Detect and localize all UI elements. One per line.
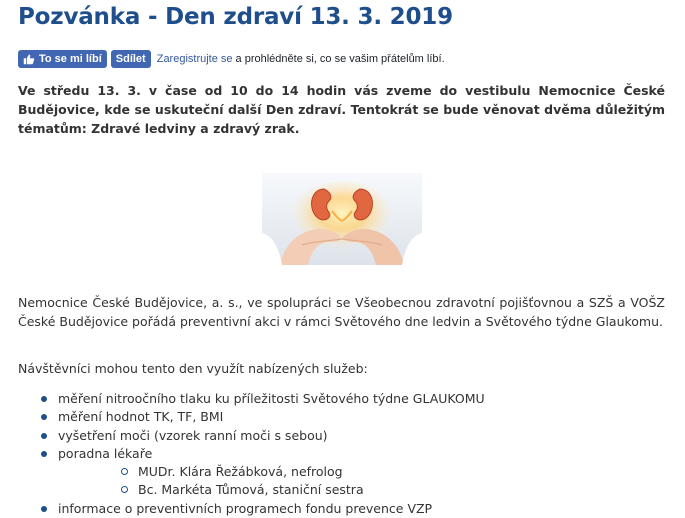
list-item xyxy=(18,427,485,445)
doctors-list xyxy=(58,463,485,500)
circle-bullet-icon xyxy=(121,468,128,475)
info-paragraph: Nemocnice České Budějovice, a. s., ve spolupráci se Všeobecnou zdravotní pojišťovnou a SZŠ a VOŠZ České Budějovice pořádá preventivní akci v rámci Světového dne ledvin a Světového týdne Glaukomu. xyxy=(18,295,665,329)
list-item xyxy=(58,481,485,499)
like-label: To se mi líbí xyxy=(39,53,102,65)
like-button[interactable] xyxy=(18,50,107,68)
service-text: poradna lékaře xyxy=(58,445,153,461)
bullet-icon xyxy=(41,433,47,439)
bullet-icon xyxy=(41,396,47,402)
service-text: měření nitroočního tlaku ku příležitosti Světového týdne GLAUKOMU xyxy=(58,391,485,406)
kidney-hands-image xyxy=(262,173,422,265)
list-item xyxy=(18,408,485,426)
list-item xyxy=(58,463,485,481)
share-label: Sdílet xyxy=(115,53,146,65)
facebook-social-bar xyxy=(18,50,445,68)
services-list xyxy=(18,390,485,518)
service-text: měření hodnot TK, TF, BMI xyxy=(58,409,224,425)
bullet-icon xyxy=(41,414,47,420)
service-text: vyšetření moči (vzorek ranní moči s sebou) xyxy=(58,427,328,443)
register-link[interactable]: Zaregistrujte se xyxy=(156,53,233,65)
page-title: Pozvánka - Den zdraví 13. 3. 2019 xyxy=(18,4,453,30)
register-text: a prohlédněte si, co se vašim přátelům líbí. xyxy=(235,53,445,65)
circle-bullet-icon xyxy=(121,486,128,493)
doctor-text: Bc. Markéta Tůmová, staniční sestra xyxy=(138,482,364,498)
share-button[interactable] xyxy=(111,50,151,68)
services-intro: Návštěvníci mohou tento den využít nabízených služeb: xyxy=(18,361,368,376)
bullet-icon xyxy=(41,506,47,512)
list-item xyxy=(18,500,485,518)
service-text: informace o preventivních programech fondu prevence VZP xyxy=(58,500,433,516)
thumbs-up-icon xyxy=(23,53,35,65)
intro-paragraph: Ve středu 13. 3. v čase od 10 do 14 hodin vás zveme do vestibulu Nemocnice České Budějovice, kde se uskuteční další Den zdraví. Tentokrát se bude věnovat dvěma důležitým tématům: Zdravé ledviny a zdravý zrak. xyxy=(18,83,665,136)
doctor-text: MUDr. Klára Řežábková, nefrolog xyxy=(138,464,343,480)
list-item xyxy=(18,445,485,500)
bullet-icon xyxy=(41,451,47,457)
list-item xyxy=(18,390,485,408)
